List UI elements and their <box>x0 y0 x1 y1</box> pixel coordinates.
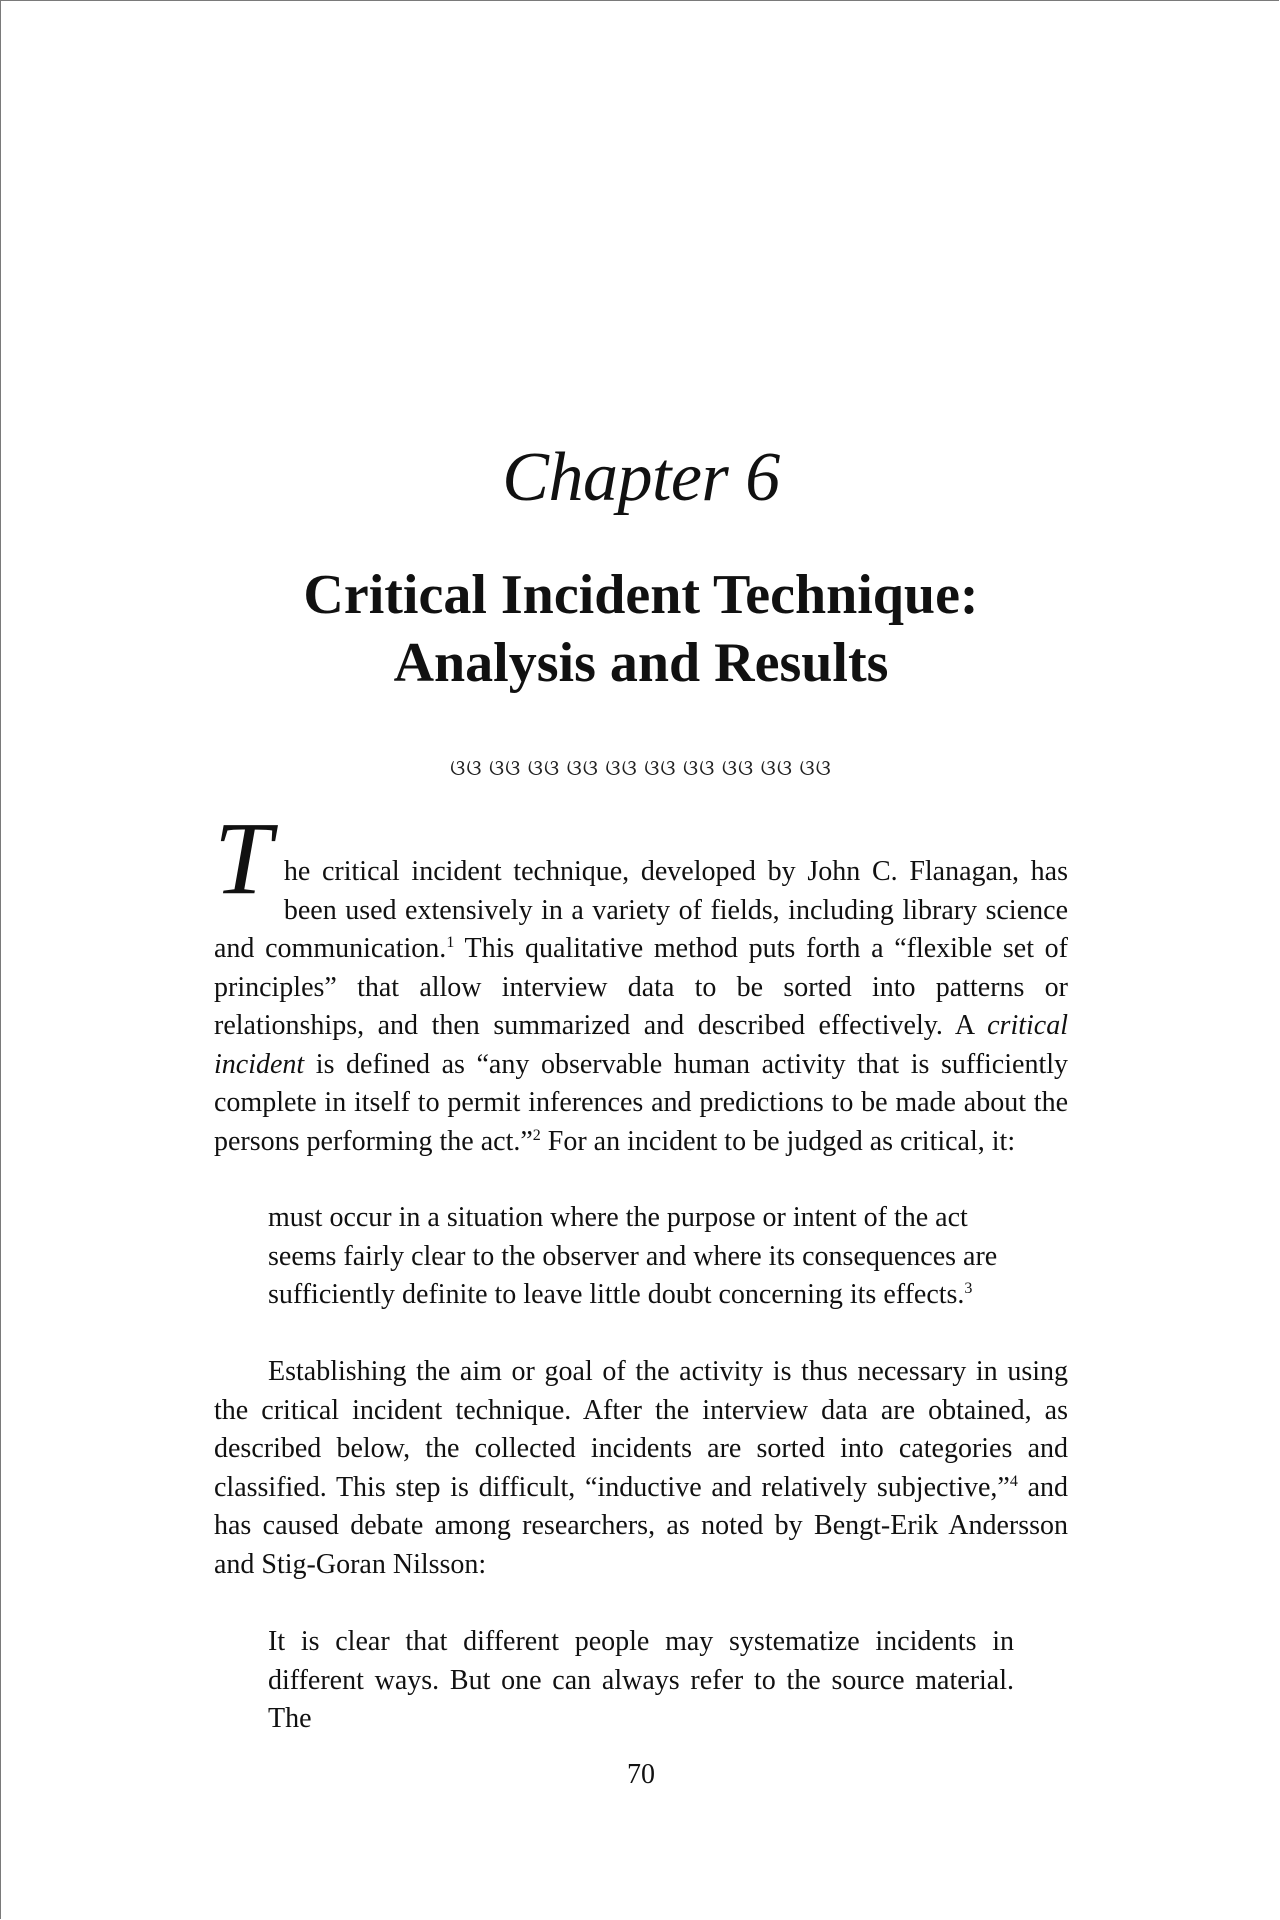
paragraph-text-segment: is defined as “any observable human activity that is sufficiently complete in itself to permit inferences and predictions to be made about the persons performing the act.” <box>214 1048 1068 1157</box>
footnote-marker[interactable]: 2 <box>532 1126 541 1144</box>
footnote-marker[interactable]: 1 <box>446 934 455 951</box>
block-quote-text: It is clear that different people may systematize incidents in different ways. But one can always refer to the source material. The <box>268 1626 1014 1734</box>
chapter-label: Chapter 6 <box>502 439 780 516</box>
section-ornament: ଓଓ ଓଓ ଓଓ ଓଓ ଓଓ ଓଓ ଓଓ ଓଓ ଓଓ ଓଓ <box>450 755 832 780</box>
opening-paragraph-text <box>214 801 1068 1161</box>
body-paragraph <box>214 1353 1068 1584</box>
drop-cap: T <box>214 801 272 916</box>
chapter-title <box>1 561 1280 697</box>
footnote-marker[interactable]: 3 <box>964 1280 973 1297</box>
page-number: 70 <box>627 1759 655 1790</box>
block-quote-text: must occur in a situation where the purpose or intent of the act seems fairly clear to the observer and where its consequences are sufficiently definite to leave little doubt concerning its effects. <box>268 1202 998 1310</box>
paragraph-text-segment: For an incident to be judged as critical, it: <box>540 1125 1016 1157</box>
paragraph-text-segment: he critical incident technique, developed by John C. Flanagan, has been used extensively in a variety of fields, including library science and communication. <box>214 856 1068 964</box>
block-quote <box>268 1199 1014 1315</box>
chapter-title-line-1: Critical Incident Technique: <box>303 564 979 626</box>
opening-paragraph <box>214 801 1068 1161</box>
emphasized-term: critical incident <box>214 1010 1068 1080</box>
paragraph-text-segment: This qualitative method puts forth a “flexible set of principles” that allow interview data to be sorted into patterns or relationships, and then summarized and described effectively. A <box>214 933 1068 1041</box>
paragraph-text-segment: and has caused debate among researchers, as noted by Bengt-Erik Andersson and Stig-Goran Nilsson: <box>214 1471 1068 1580</box>
chapter-title-line-2: Analysis and Results <box>393 632 889 694</box>
footnote-marker[interactable]: 4 <box>1009 1472 1018 1490</box>
paragraph-text-segment: Establishing the aim or goal of the activity is thus necessary in using the critical incident technique. After the interview data are obtained, as described below, the collected incidents are sorted into categories and classified. This step is difficult, “inductive and relatively subjective,” <box>214 1356 1068 1503</box>
block-quote <box>268 1623 1014 1739</box>
